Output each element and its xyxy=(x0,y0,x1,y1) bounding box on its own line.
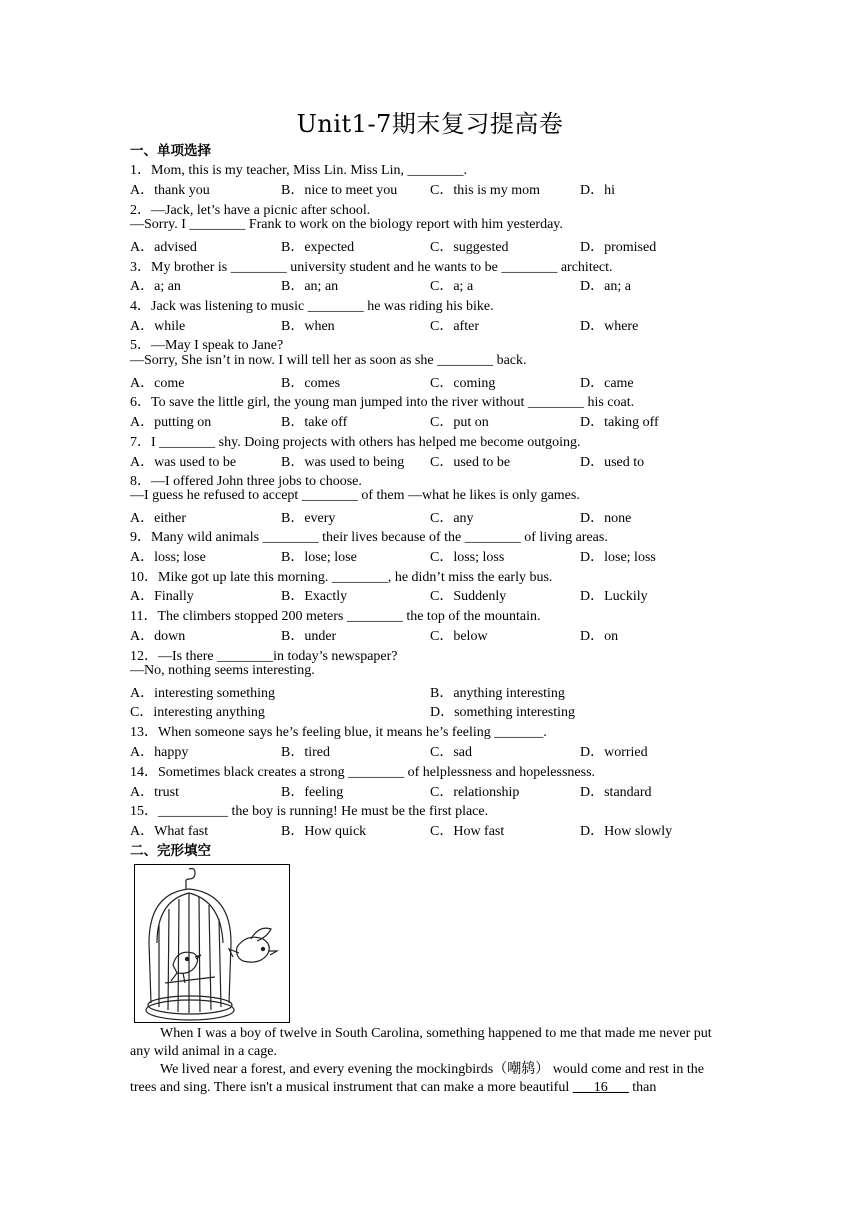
question-8-stem: 8．—I offered John three jobs to choose. xyxy=(130,474,362,489)
question-8-option-a: A．either xyxy=(130,511,186,526)
question-4-option-a: A．while xyxy=(130,319,186,334)
question-15-option-a: A．What fast xyxy=(130,824,209,839)
question-2-stem-line-2: —Sorry. I ________ Frank to work on the biology report with him yesterday. xyxy=(130,217,563,232)
question-13-option-a: A．happy xyxy=(130,745,189,760)
question-10-option-b: B．Exactly xyxy=(281,589,348,604)
question-13-option-b: B．tired xyxy=(281,745,330,760)
question-2-stem: 2．—Jack, let’s have a picnic after school. xyxy=(130,203,371,218)
question-1-option-c: C．this is my mom xyxy=(430,183,541,198)
question-12-stem-line-2: —No, nothing seems interesting. xyxy=(130,663,315,678)
question-2-option-d: D．promised xyxy=(580,240,657,255)
question-9-option-d: D．lose; loss xyxy=(580,550,656,565)
birdcage-drawing xyxy=(135,865,289,1022)
question-10-option-d: D．Luckily xyxy=(580,589,648,604)
question-12-option-d: D．something interesting xyxy=(430,705,576,720)
question-4-stem: 4．Jack was listening to music ________ he was riding his bike. xyxy=(130,299,494,314)
question-2-option-a: A．advised xyxy=(130,240,197,255)
question-3-stem: 3．My brother is ________ university student and he wants to be ________ architect. xyxy=(130,260,613,275)
question-7-stem: 7．I ________ shy. Doing projects with others has helped me become outgoing. xyxy=(130,435,581,450)
question-12-option-a: A．interesting something xyxy=(130,686,276,701)
passage-paragraph-2-tail: than xyxy=(628,1080,657,1095)
birdcage-illustration xyxy=(134,864,290,1023)
question-3-option-d: D．an; a xyxy=(580,279,631,294)
question-3-option-a: A．a; an xyxy=(130,279,181,294)
question-15-option-d: D．How slowly xyxy=(580,824,673,839)
question-15-option-b: B．How quick xyxy=(281,824,367,839)
question-5-option-b: B．comes xyxy=(281,376,341,391)
question-10-option-a: A．Finally xyxy=(130,589,194,604)
question-8-option-d: D．none xyxy=(580,511,632,526)
question-5-option-c: C．coming xyxy=(430,376,496,391)
question-15-option-c: C．How fast xyxy=(430,824,505,839)
question-1-stem: 1．Mom, this is my teacher, Miss Lin. Miss Lin, ________. xyxy=(130,163,467,178)
question-11-option-b: B．under xyxy=(281,629,337,644)
section-heading-multiple-choice: 一、单项选择 xyxy=(130,143,211,159)
question-2-option-b: B．expected xyxy=(281,240,355,255)
question-12-option-b: B．anything interesting xyxy=(430,686,565,701)
question-4-option-c: C．after xyxy=(430,319,479,334)
question-8-stem-line-2: —I guess he refused to accept ________ of them —what he likes is only games. xyxy=(130,488,580,503)
question-11-stem: 11．The climbers stopped 200 meters ________ the top of the mountain. xyxy=(130,609,541,624)
question-9-option-a: A．loss; lose xyxy=(130,550,206,565)
question-11-option-c: C．below xyxy=(430,629,488,644)
passage-paragraph-1-text: When I was a boy of twelve in South Carolina, something happened to me that made me never put any wild animal in a cage. xyxy=(130,1026,712,1059)
passage-paragraph-2 xyxy=(130,1061,730,1097)
question-9-option-b: B．lose; lose xyxy=(281,550,357,565)
question-14-option-d: D．standard xyxy=(580,785,652,800)
question-9-option-c: C．loss; loss xyxy=(430,550,505,565)
question-12-stem: 12．—Is there ________in today’s newspaper? xyxy=(130,649,398,664)
question-9-stem: 9．Many wild animals ________ their lives because of the ________ of living areas. xyxy=(130,530,608,545)
question-6-option-b: B．take off xyxy=(281,415,348,430)
question-8-option-b: B．every xyxy=(281,511,336,526)
cloze-blank-16: ___16___ xyxy=(572,1080,629,1095)
question-13-option-c: C．sad xyxy=(430,745,472,760)
question-13-option-d: D．worried xyxy=(580,745,648,760)
question-6-option-d: D．taking off xyxy=(580,415,659,430)
question-10-stem: 10．Mike got up late this morning. ________, he didn’t miss the early bus. xyxy=(130,570,553,585)
question-5-option-a: A．come xyxy=(130,376,185,391)
question-6-option-c: C．put on xyxy=(430,415,489,430)
question-8-option-c: C．any xyxy=(430,511,474,526)
question-12-option-c: C．interesting anything xyxy=(130,705,265,720)
question-15-stem: 15．__________ the boy is running! He must be the first place. xyxy=(130,804,489,819)
question-4-option-b: B．when xyxy=(281,319,335,334)
question-10-option-c: C．Suddenly xyxy=(430,589,507,604)
question-14-option-a: A．trust xyxy=(130,785,179,800)
question-2-option-c: C．suggested xyxy=(430,240,509,255)
question-14-option-c: C．relationship xyxy=(430,785,520,800)
section-heading-cloze: 二、完形填空 xyxy=(130,843,211,859)
question-3-option-c: C．a; a xyxy=(430,279,474,294)
question-14-option-b: B．feeling xyxy=(281,785,344,800)
question-13-stem: 13．When someone says he’s feeling blue, it means he’s feeling _______. xyxy=(130,725,547,740)
question-11-option-d: D．on xyxy=(580,629,619,644)
question-1-option-b: B．nice to meet you xyxy=(281,183,398,198)
question-6-stem: 6．To save the little girl, the young man jumped into the river without ________ his coat. xyxy=(130,395,635,410)
question-6-option-a: A．putting on xyxy=(130,415,212,430)
question-5-stem-line-2: —Sorry, She isn’t in now. I will tell her as soon as she ________ back. xyxy=(130,353,527,368)
question-1-option-a: A．thank you xyxy=(130,183,210,198)
passage-paragraph-1 xyxy=(130,1025,730,1061)
page-title: Unit1-7期末复习提高卷 xyxy=(296,110,564,138)
question-7-option-b: B．was used to being xyxy=(281,455,405,470)
question-7-option-d: D．used to xyxy=(580,455,645,470)
question-3-option-b: B．an; an xyxy=(281,279,339,294)
question-14-stem: 14．Sometimes black creates a strong ________ of helplessness and hopelessness. xyxy=(130,765,596,780)
passage-paragraph-2-text: We lived near a forest, and every evening the mockingbirds（嘲鸫） would come and rest in the trees and sing. There isn't a musical instrument that can make a more beautiful xyxy=(130,1062,704,1095)
question-5-option-d: D．came xyxy=(580,376,634,391)
question-11-option-a: A．down xyxy=(130,629,186,644)
question-1-option-d: D．hi xyxy=(580,183,615,198)
question-4-option-d: D．where xyxy=(580,319,639,334)
question-5-stem: 5．—May I speak to Jane? xyxy=(130,338,284,353)
question-7-option-a: A．was used to be xyxy=(130,455,237,470)
question-7-option-c: C．used to be xyxy=(430,455,511,470)
